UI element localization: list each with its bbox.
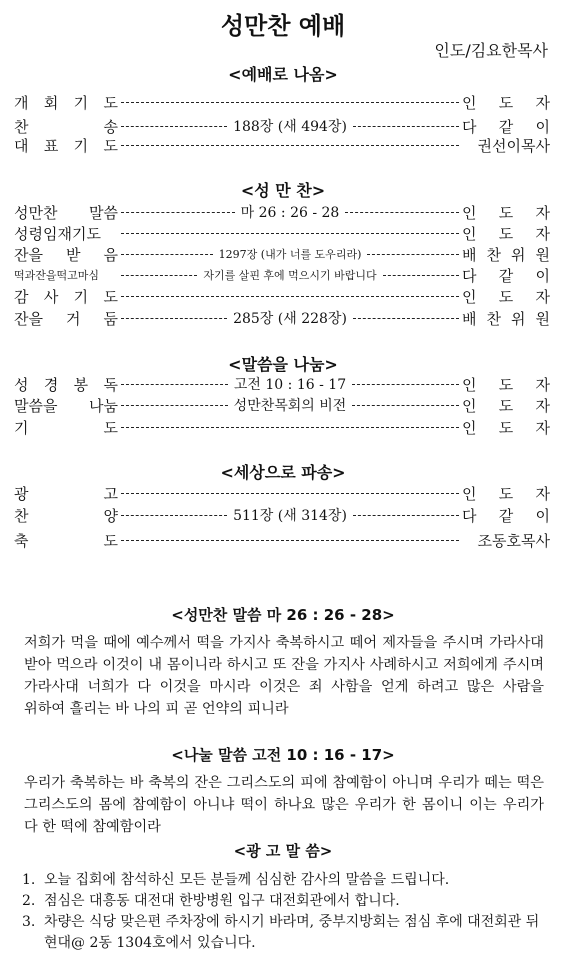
person-char: 자	[535, 224, 550, 243]
person-char: 이	[535, 117, 550, 136]
dotted-leader	[121, 202, 459, 222]
scripture-2-text: 우리가 축복하는 바 축복의 잔은 그리스도의 피에 참예함이 아니며 우리가 떼는 떡은 그리스도의 몸에 참예함이 아니냐 떡이 하나요 많은 우리가 한 몸이니 이는 우리가 다 한 떡에 참예함이라	[24, 775, 544, 835]
service-item-label	[14, 483, 118, 504]
label-char: 감	[14, 287, 29, 306]
leader-line	[121, 102, 459, 103]
service-item-detail: 고전 10 : 16 - 17	[233, 377, 347, 393]
label-char: 나눔	[89, 396, 118, 415]
dotted-leader	[121, 233, 459, 234]
service-item-label	[14, 267, 118, 283]
dotted-leader	[121, 427, 459, 428]
service-item	[14, 92, 550, 112]
service-item	[14, 265, 550, 285]
service-item	[14, 417, 550, 437]
leader-line	[352, 405, 459, 406]
service-item-person	[462, 505, 550, 526]
label-char: 대	[14, 136, 29, 155]
dotted-leader	[121, 116, 459, 136]
service-item	[14, 286, 550, 306]
label-char: 말씀을	[14, 396, 58, 415]
person-char: 이	[535, 266, 550, 285]
label-char: 기	[73, 136, 89, 155]
person-char: 위	[511, 309, 526, 328]
service-item-label	[14, 223, 118, 244]
announcement-number: 2.	[22, 893, 36, 909]
person-char: 인	[462, 287, 477, 306]
service-item-person	[462, 286, 550, 307]
section-heading: <말씀을 나눔>	[228, 355, 338, 374]
person-char: 다	[462, 117, 477, 136]
person-char: 자	[535, 418, 550, 437]
person-char: 찬	[486, 309, 501, 328]
person-char: 도	[498, 287, 514, 306]
leader-line	[121, 126, 227, 127]
label-char: 받	[65, 245, 81, 264]
service-item	[14, 135, 550, 155]
person-char: 도	[498, 396, 514, 415]
service-item	[14, 223, 550, 243]
person-char: 인	[462, 396, 477, 415]
announcement-number: 3.	[22, 914, 36, 930]
service-item-person	[462, 223, 550, 244]
person-char: 인	[462, 375, 477, 394]
leader-line	[353, 126, 459, 127]
leader-line	[121, 233, 459, 234]
service-item	[14, 202, 550, 222]
service-item-person	[462, 417, 550, 438]
service-item-person	[462, 135, 550, 156]
scripture-2-heading: <나눌 말씀 고전 10 : 16 - 17>	[171, 746, 395, 764]
leader-line	[121, 427, 459, 428]
leader-line	[353, 515, 459, 516]
leader-line	[121, 515, 227, 516]
leader-line	[121, 212, 235, 213]
label-char: 양	[103, 506, 118, 525]
person-char: 자	[535, 93, 550, 112]
scripture-1-heading: <성만찬 말씀 마 26 : 26 - 28>	[171, 606, 395, 624]
service-item-person	[462, 244, 550, 265]
person-char: 도	[498, 375, 514, 394]
announcement-text: 차량은 식당 맞은편 주차장에 하시기 바라며, 중부지방회는 점심 후에 대전회관 뒤 현대@ 2동 1304호에서 있습니다.	[44, 914, 540, 951]
person-char: 도	[498, 418, 514, 437]
service-item-detail: 자기를 살핀 후에 먹으시기 바랍니다	[203, 269, 377, 282]
person-char: 다	[462, 506, 477, 525]
dotted-leader	[121, 267, 459, 283]
announcement-text: 오늘 집회에 참석하신 모든 분들께 심심한 감사의 말씀을 드립니다.	[44, 872, 450, 888]
label-char: 도	[103, 531, 118, 550]
announcement-item	[22, 912, 550, 954]
leader-line	[352, 384, 459, 385]
label-char: 기	[73, 93, 89, 112]
label-char: 성	[14, 375, 29, 394]
section-heading: <세상으로 파송>	[220, 463, 346, 482]
person-char: 자	[535, 396, 550, 415]
service-item-person	[462, 483, 550, 504]
service-item-detail: 511장 (새 314장)	[233, 508, 347, 524]
service-item-label	[14, 286, 118, 307]
person-char: 인	[462, 224, 477, 243]
person-char: 위	[511, 245, 526, 264]
label-char: 찬	[14, 506, 29, 525]
leader-line	[121, 296, 459, 297]
leader-line	[121, 493, 459, 494]
service-item-person	[462, 202, 550, 223]
person-char: 도	[498, 93, 514, 112]
service-item	[14, 483, 550, 503]
person-char: 인	[462, 418, 477, 437]
label-char: 도	[103, 287, 118, 306]
label-char: 성만찬	[14, 203, 58, 222]
label-char: 찬	[14, 117, 29, 136]
dotted-leader	[121, 493, 459, 494]
announcement-item	[22, 891, 550, 912]
service-item-person	[462, 374, 550, 395]
section-heading: <성 만 찬>	[240, 181, 326, 200]
leader-line	[121, 405, 228, 406]
service-item-label	[14, 244, 118, 265]
dotted-leader	[121, 246, 459, 262]
service-item	[14, 244, 550, 264]
service-item	[14, 395, 550, 415]
service-item	[14, 116, 550, 136]
label-char: 송	[103, 117, 118, 136]
dotted-leader	[121, 102, 459, 103]
person-char: 원	[535, 309, 550, 328]
dotted-leader	[121, 540, 459, 541]
label-char: 도	[103, 418, 118, 437]
person-char: 다	[462, 266, 477, 285]
leader-line	[353, 318, 459, 319]
service-item-label	[14, 92, 118, 113]
announcement-text: 점심은 대흥동 대전대 한방병원 입구 대전회관에서 합니다.	[44, 893, 400, 909]
service-item-label	[14, 530, 118, 551]
service-item-person	[462, 116, 550, 137]
person-char: 도	[498, 484, 514, 503]
person-char: 권선이목사	[477, 136, 550, 155]
person-char: 같	[498, 266, 514, 285]
person-char: 도	[498, 224, 514, 243]
service-item-label	[14, 116, 118, 137]
label-char: 기	[73, 287, 89, 306]
scripture-1-text: 저희가 먹을 때에 예수께서 떡을 가지사 축복하시고 떼어 제자들을 주시며 가라사대 받아 먹으라 이것이 내 몸이니라 하시고 또 잔을 가지사 사례하시고 저희에게 주시며 가라사대 너희가 다 이것을 마시라 이것은 죄 사함을 얻게 하려고 많은 사람을 위하여 흘리는 바 나의 피 곧 언약의 피니라	[24, 635, 544, 717]
dotted-leader	[121, 395, 459, 415]
label-char: 도	[103, 93, 118, 112]
service-item-person	[462, 92, 550, 113]
person-char: 같	[498, 506, 514, 525]
person-char: 배	[462, 245, 477, 264]
label-char: 표	[43, 136, 59, 155]
leader-line	[121, 540, 459, 541]
leader-line	[121, 145, 459, 146]
person-char: 자	[535, 484, 550, 503]
service-item-person	[462, 265, 550, 286]
service-item-person	[462, 395, 550, 416]
dotted-leader	[121, 374, 459, 394]
leader-line	[383, 275, 459, 276]
leader-line	[121, 318, 227, 319]
service-item-detail: 마 26 : 26 - 28	[240, 205, 340, 221]
label-char: 둠	[103, 309, 118, 328]
person-char: 배	[462, 309, 477, 328]
person-char: 인	[462, 93, 477, 112]
service-item-detail: 1297장 (내가 너를 도우리라)	[218, 248, 362, 261]
person-char: 이	[535, 506, 550, 525]
dotted-leader	[121, 308, 459, 328]
leader-line	[345, 212, 459, 213]
label-char: 도	[103, 136, 118, 155]
leader-line	[121, 384, 228, 385]
service-leader: 인도/김요한목사	[434, 41, 548, 60]
person-char: 찬	[486, 245, 501, 264]
page-title: 성만찬 예배	[220, 12, 346, 40]
service-item-person	[462, 530, 550, 551]
person-char: 인	[462, 203, 477, 222]
service-item-label	[14, 308, 118, 329]
service-item-person	[462, 308, 550, 329]
label-char: 독	[103, 375, 118, 394]
label-char: 기	[14, 418, 29, 437]
dotted-leader	[121, 296, 459, 297]
label-char: 축	[14, 531, 29, 550]
announcements-list	[22, 870, 550, 954]
label-char: 거	[65, 309, 81, 328]
announcement-item	[22, 870, 550, 891]
service-item-label	[14, 505, 118, 526]
label-char: 경	[43, 375, 59, 394]
label-char: 사	[43, 287, 59, 306]
announcement-number: 1.	[22, 872, 36, 888]
leader-line	[121, 254, 213, 255]
service-item-detail: 188장 (새 494장)	[233, 119, 347, 135]
service-item	[14, 374, 550, 394]
person-char: 도	[498, 203, 514, 222]
person-char: 자	[535, 203, 550, 222]
person-char: 인	[462, 484, 477, 503]
label-char: 봉	[73, 375, 89, 394]
label-char: 음	[103, 245, 118, 264]
leader-line	[367, 254, 459, 255]
label-char: 말씀	[89, 203, 118, 222]
leader-line	[121, 275, 197, 276]
person-char: 자	[535, 287, 550, 306]
label-char: 회	[43, 93, 59, 112]
label-char: 잔을	[14, 245, 43, 264]
person-char: 자	[535, 375, 550, 394]
service-item-detail: 285장 (새 228장)	[233, 311, 347, 327]
label-char: 개	[14, 93, 29, 112]
service-item-label	[14, 135, 118, 156]
announcements-heading: <광 고 말 씀>	[233, 842, 333, 860]
service-item-label	[14, 395, 118, 416]
person-char: 조동호목사	[477, 531, 550, 550]
label-char: 광	[14, 484, 29, 503]
service-item-label	[14, 374, 118, 395]
service-item	[14, 530, 550, 550]
service-item-label	[14, 417, 118, 438]
section-heading: <예배로 나옴>	[228, 65, 338, 84]
service-item	[14, 505, 550, 525]
label-char: 성령임재기도	[14, 224, 101, 243]
service-item-detail: 성만찬목회의 비전	[233, 398, 347, 414]
person-char: 같	[498, 117, 514, 136]
label-char: 잔을	[14, 309, 43, 328]
dotted-leader	[121, 145, 459, 146]
dotted-leader	[121, 505, 459, 525]
service-item-label	[14, 202, 118, 223]
label-char: 떡과잔을떡고마심	[14, 269, 100, 282]
person-char: 원	[535, 245, 550, 264]
label-char: 고	[103, 484, 118, 503]
service-item	[14, 308, 550, 328]
